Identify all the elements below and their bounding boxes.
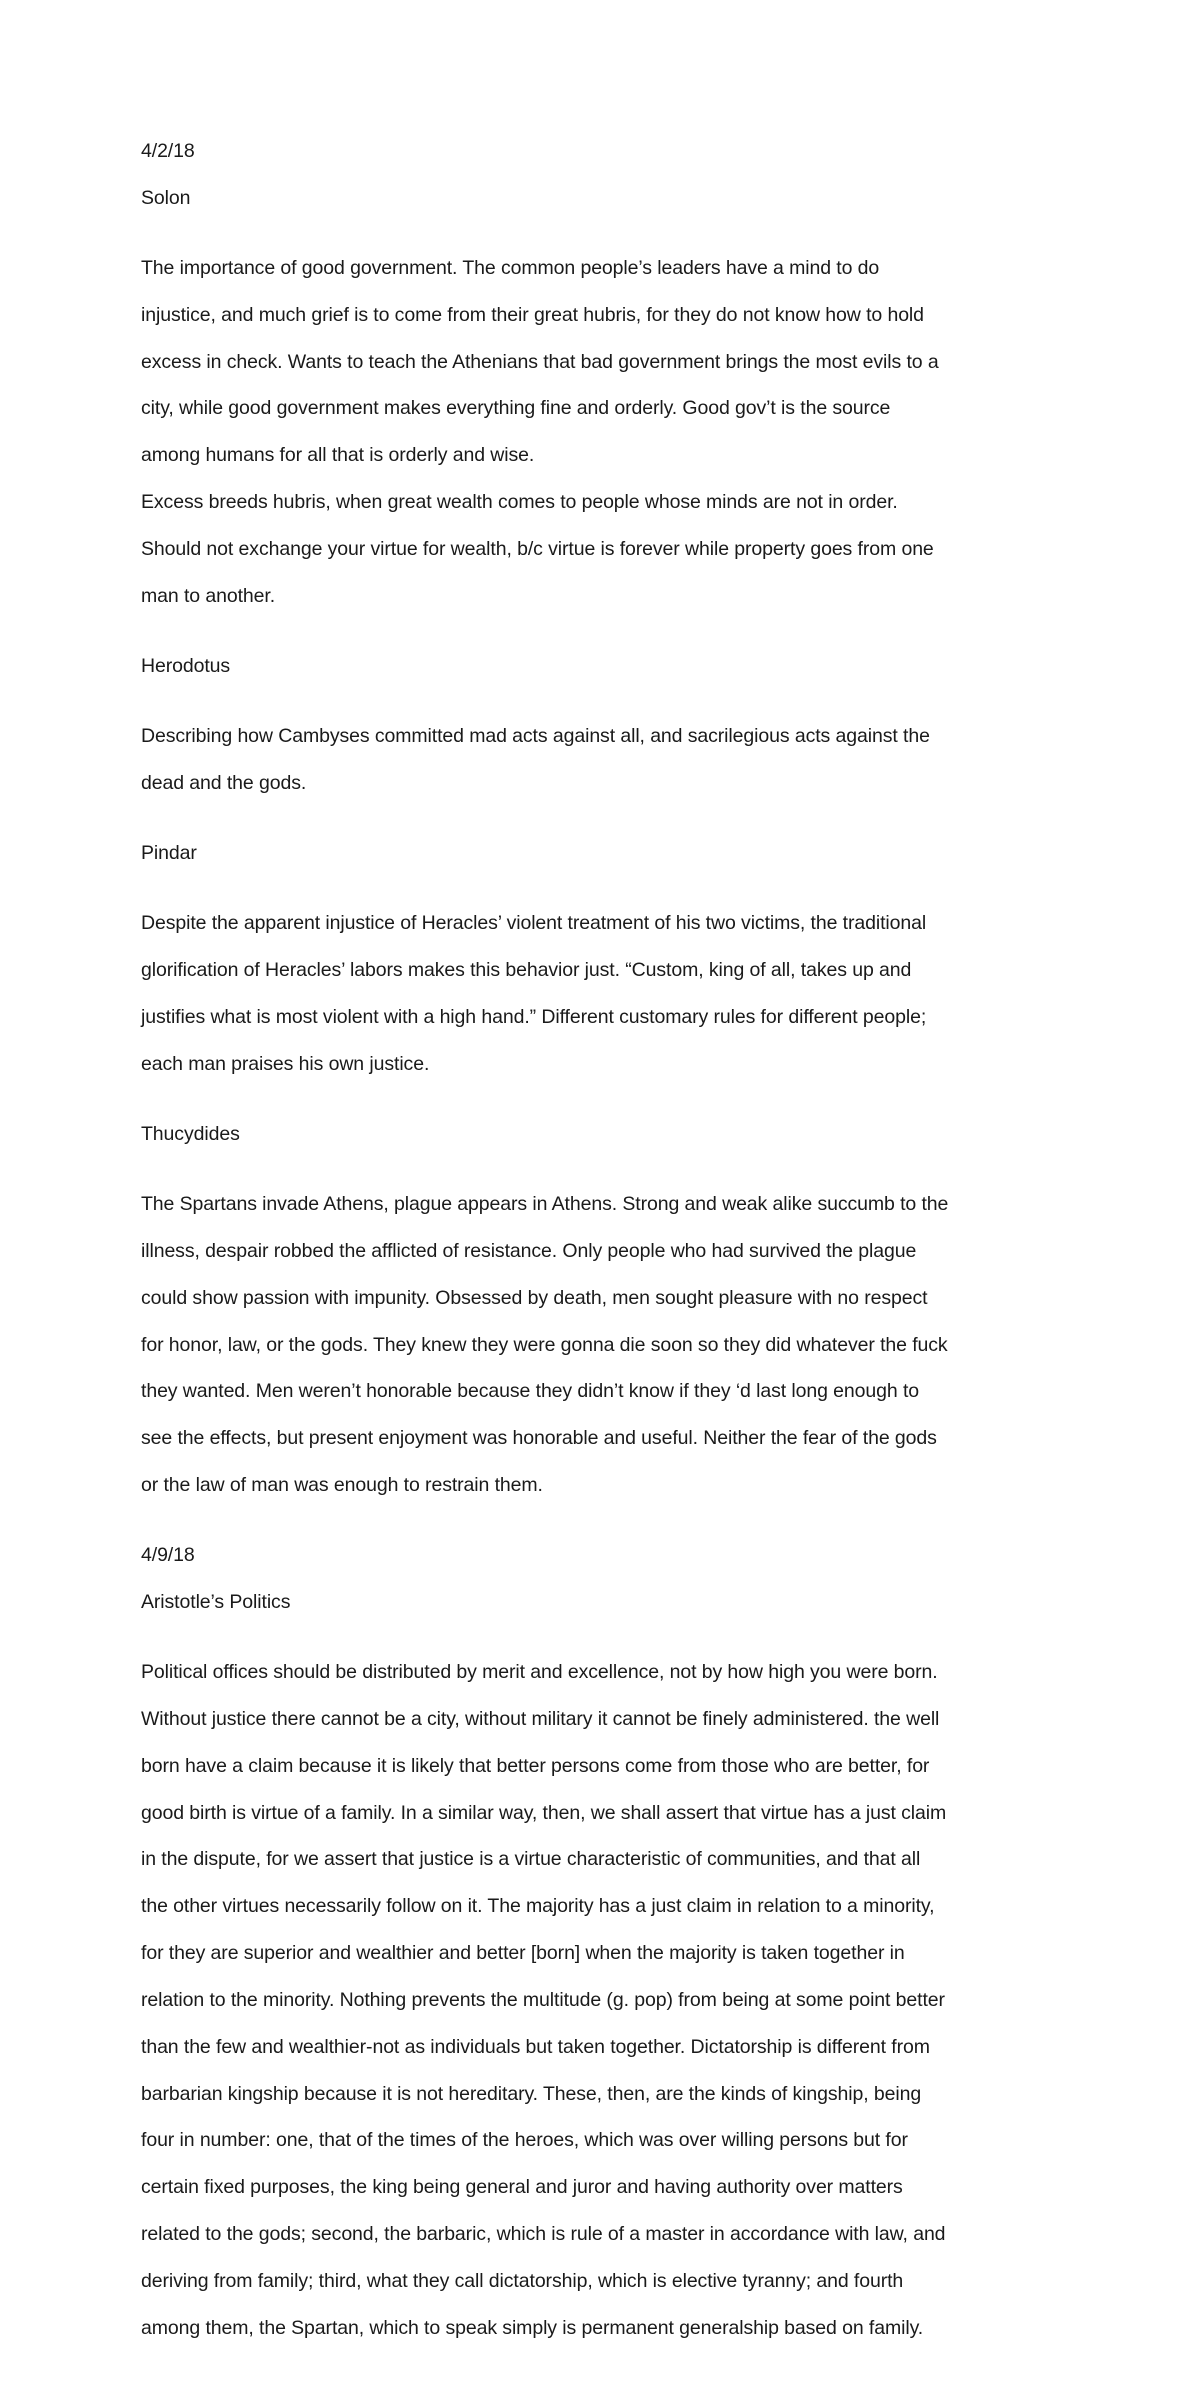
text-line: city, while good government makes everything fine and orderly. Good gov’t is the source [141, 397, 891, 420]
text-line: The importance of good government. The common people’s leaders have a mind to do [141, 257, 880, 279]
text-line: the other virtues necessarily follow on it. The majority has a just claim in relation to a minority, [141, 1895, 935, 1918]
text-line: The Spartans invade Athens, plague appears in Athens. Strong and weak alike succumb to the [141, 1193, 949, 1216]
text-line: or the law of man was enough to restrain them. [141, 1474, 543, 1497]
document-body [141, 140, 1061, 2387]
text-line: Political offices should be distributed by merit and excellence, not by how high you were born. [141, 1661, 938, 1684]
text-line: illness, despair robbed the afflicted of resistance. Only people who had survived the plague [141, 1239, 917, 1262]
text-line: excess in check. Wants to teach the Athenians that bad government brings the most evils to a [141, 350, 939, 373]
text-line: relation to the minority. Nothing prevents the multitude (g. pop) from being at some point better [141, 1988, 945, 2011]
text-line: each man praises his own justice. [141, 1052, 430, 1075]
text-line: for they are superior and wealthier and better [born] when the majority is taken together in [141, 1942, 905, 1965]
text-line: among humans for all that is orderly and wise. [141, 444, 535, 467]
text-line: dead and the gods. [141, 771, 307, 794]
text-line: see the effects, but present enjoyment was honorable and useful. Neither the fear of the gods [141, 1427, 937, 1450]
section-heading-aristotle: Aristotle’s Politics [141, 1591, 291, 1614]
entry-date: 4/9/18 [141, 1544, 195, 1567]
text-line: Excess breeds hubris, when great wealth comes to people whose minds are not in order. [141, 491, 898, 514]
text-line: injustice, and much grief is to come from their great hubris, for they do not know how to hold [141, 303, 924, 326]
text-line: four in number: one, that of the times of the heroes, which was over willing persons but for [141, 2129, 908, 2152]
section-heading-herodotus: Herodotus [141, 654, 231, 677]
text-line: related to the gods; second, the barbaric, which is rule of a master in accordance with law, and [141, 2222, 946, 2245]
entry-date: 4/2/18 [141, 140, 195, 162]
text-line: certain fixed purposes, the king being general and juror and having authority over matters [141, 2176, 903, 2199]
text-line: than the few and wealthier-not as individuals but taken together. Dictatorship is different from [141, 2035, 930, 2058]
text-line: they wanted. Men weren’t honorable because they didn’t know if they ‘d last long enough to [141, 1380, 920, 1403]
text-line: justifies what is most violent with a high hand.” Different customary rules for different people; [141, 1005, 927, 1028]
paragraph-aristotle [141, 1638, 1061, 2364]
text-line: deriving from family; third, what they call dictatorship, which is elective tyranny; and fourth [141, 2269, 904, 2292]
text-line: barbarian kingship because it is not hereditary. These, then, are the kinds of kingship, being [141, 2082, 922, 2105]
text-line: born have a claim because it is likely that better persons come from those who are better, for [141, 1754, 930, 1777]
text-line: for honor, law, or the gods. They knew they were gonna die soon so they did whatever the fuck [141, 1333, 948, 1356]
paragraph-solon [141, 234, 1061, 632]
text-line: Without justice there cannot be a city, without military it cannot be finely administered. the well [141, 1708, 940, 1731]
text-line: Describing how Cambyses committed mad acts against all, and sacrilegious acts against the [141, 725, 930, 748]
section-heading-pindar: Pindar [141, 842, 197, 865]
text-line: among them, the Spartan, which to speak simply is permanent generalship based on family. [141, 2316, 924, 2339]
text-line: glorification of Heracles’ labors makes this behavior just. “Custom, king of all, takes up and [141, 959, 912, 982]
paragraph-thucydides [141, 1170, 1061, 1521]
text-line: in the dispute, for we assert that justice is a virtue characteristic of communities, and that all [141, 1848, 921, 1871]
text-line: man to another. [141, 584, 276, 607]
text-line: good birth is virtue of a family. In a similar way, then, we shall assert that virtue has a just claim [141, 1801, 947, 1824]
paragraph-pindar [141, 889, 1061, 1100]
section-heading-thucydides: Thucydides [141, 1122, 240, 1145]
paragraph-herodotus [141, 702, 1061, 819]
text-line: could show passion with impunity. Obsessed by death, men sought pleasure with no respect [141, 1286, 928, 1309]
text-line: Despite the apparent injustice of Heracles’ violent treatment of his two victims, the traditional [141, 912, 927, 935]
text-line: Should not exchange your virtue for wealth, b/c virtue is forever while property goes from one [141, 537, 934, 560]
section-heading-solon: Solon [141, 186, 191, 209]
